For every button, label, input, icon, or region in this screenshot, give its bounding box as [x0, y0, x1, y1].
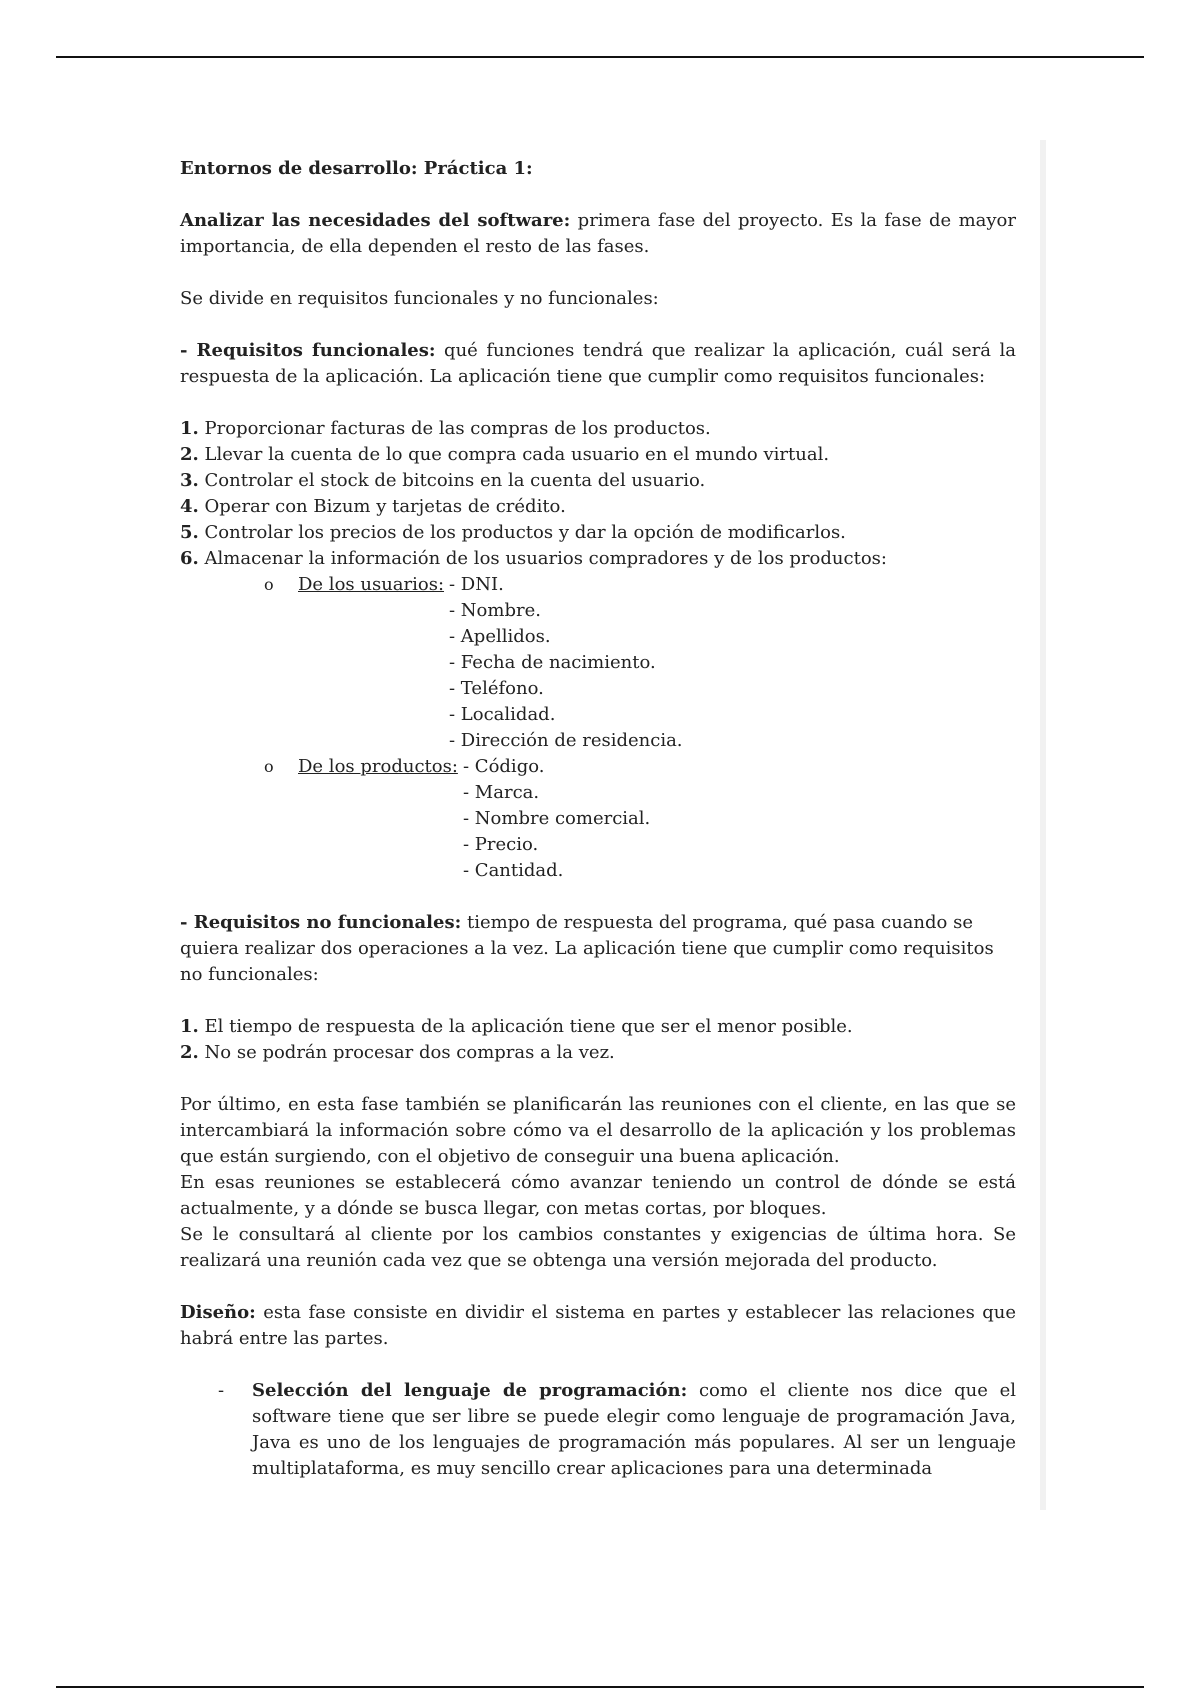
- ultimo-paragraph-2: En esas reuniones se establecerá cómo avanzar teniendo un control de dónde se está actualmente, y a dónde se busca llegar, con metas cortas, por bloques.: [180, 1172, 1016, 1219]
- diseno-heading: Diseño:: [180, 1302, 256, 1323]
- page-edge-shadow: [1040, 140, 1046, 1510]
- producto-field: - Nombre comercial.: [463, 808, 651, 829]
- usuarios-sublist: [180, 572, 1016, 754]
- list-item: 1. Proporcionar facturas de las compras de los productos.: [180, 418, 711, 439]
- producto-field: - Cantidad.: [463, 860, 564, 881]
- funcionales-paragraph: [180, 338, 1016, 390]
- circle-bullet-icon: o: [264, 575, 274, 594]
- seleccion-item: [180, 1378, 1016, 1482]
- producto-field: - Código.: [463, 756, 545, 777]
- no-funcionales-paragraph: [180, 910, 1016, 988]
- divide-paragraph: Se divide en requisitos funcionales y no funcionales:: [180, 288, 659, 309]
- circle-bullet-icon: o: [264, 757, 274, 776]
- productos-label: De los productos:: [298, 756, 458, 777]
- usuario-field: - Nombre.: [449, 600, 541, 621]
- producto-field: - Precio.: [463, 834, 539, 855]
- no-funcionales-heading: - Requisitos no funcionales:: [180, 912, 462, 933]
- analizar-heading: Analizar las necesidades del software:: [180, 210, 571, 231]
- list-item: 2. No se podrán procesar dos compras a la vez.: [180, 1042, 615, 1063]
- list-item: 2. Llevar la cuenta de lo que compra cada usuario en el mundo virtual.: [180, 444, 830, 465]
- usuario-field: - Teléfono.: [449, 678, 544, 699]
- document-title: Entornos de desarrollo: Práctica 1:: [180, 158, 533, 179]
- no-funcionales-text: tiempo de respuesta del programa, qué pasa cuando se quiera realizar dos operaciones a la vez. La aplicación tiene que cumplir como requisitos no funcionales:: [180, 912, 994, 985]
- no-funcionales-list: [180, 1014, 1016, 1066]
- funcionales-heading: - Requisitos funcionales:: [180, 340, 436, 361]
- bottom-rule: [56, 1686, 1144, 1688]
- usuario-field: - Fecha de nacimiento.: [449, 652, 656, 673]
- analizar-text: primera fase del proyecto. Es la fase de mayor importancia, de ella dependen el resto de las fases.: [180, 210, 1016, 257]
- funcionales-text: qué funciones tendrá que realizar la aplicación, cuál será la respuesta de la aplicación. La aplicación tiene que cumplir como requisitos funcionales:: [180, 340, 1016, 387]
- list-item: 6. Almacenar la información de los usuarios compradores y de los productos:: [180, 548, 887, 569]
- dash-bullet: -: [218, 1380, 225, 1401]
- productos-sublist: [180, 754, 1016, 884]
- seleccion-heading: Selección del lenguaje de programación:: [252, 1380, 688, 1401]
- seleccion-text: como el cliente nos dice que el software tiene que ser libre se puede elegir como lenguaje de programación Java, Java es uno de los lenguajes de programación más populares. Al ser un lenguaje multiplataforma, es muy sencillo crear aplicaciones para una determinada: [252, 1380, 1016, 1479]
- list-item: 3. Controlar el stock de bitcoins en la cuenta del usuario.: [180, 470, 706, 491]
- list-item: 1. El tiempo de respuesta de la aplicación tiene que ser el menor posible.: [180, 1016, 853, 1037]
- analizar-paragraph: [180, 208, 1016, 260]
- usuario-field: - Localidad.: [449, 704, 556, 725]
- document-page: [180, 156, 1016, 1482]
- list-item: 4. Operar con Bizum y tarjetas de crédito.: [180, 496, 566, 517]
- list-item: 5. Controlar los precios de los productos y dar la opción de modificarlos.: [180, 522, 846, 543]
- ultimo-paragraph-3: Se le consultará al cliente por los cambios constantes y exigencias de última hora. Se realizará una reunión cada vez que se obtenga una versión mejorada del producto.: [180, 1224, 1016, 1271]
- funcionales-list: [180, 416, 1016, 572]
- diseno-paragraph: [180, 1300, 1016, 1352]
- usuario-field: - Apellidos.: [449, 626, 551, 647]
- top-rule: [56, 56, 1144, 58]
- usuario-field: - Dirección de residencia.: [449, 730, 683, 751]
- diseno-text: esta fase consiste en dividir el sistema en partes y establecer las relaciones que habrá entre las partes.: [180, 1302, 1016, 1349]
- usuario-field: - DNI.: [449, 574, 504, 595]
- producto-field: - Marca.: [463, 782, 540, 803]
- ultimo-paragraph-1: Por último, en esta fase también se planificarán las reuniones con el cliente, en las que se intercambiará la información sobre cómo va el desarrollo de la aplicación y los problemas que están surgiendo, con el objetivo de conseguir una buena aplicación.: [180, 1094, 1016, 1167]
- usuarios-label: De los usuarios:: [298, 574, 445, 595]
